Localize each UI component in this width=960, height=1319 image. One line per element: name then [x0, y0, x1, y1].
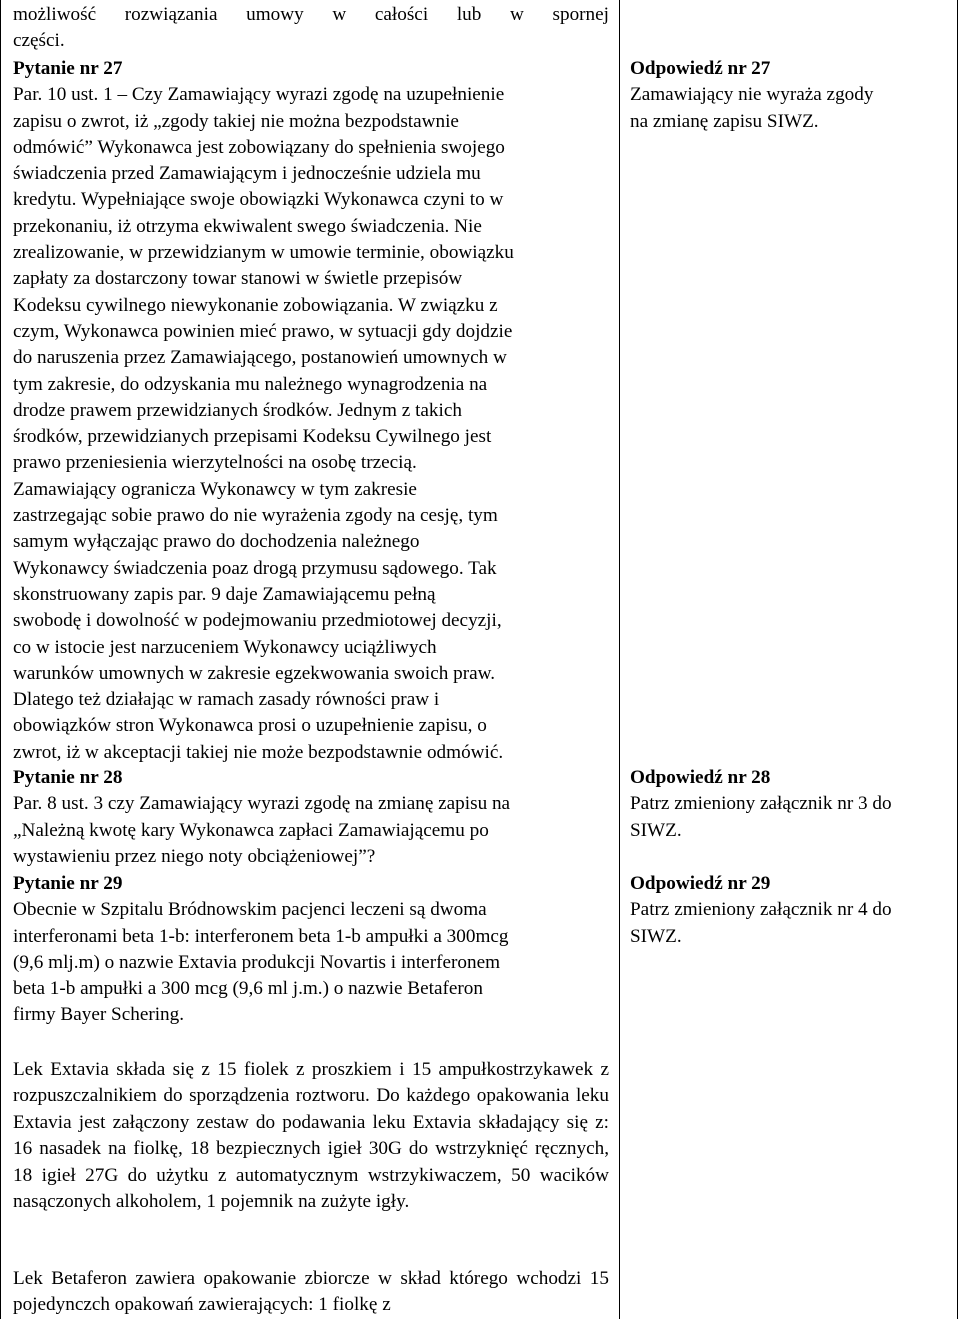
question-27-line: swobodę i dowolność w podejmowaniu przedmiotowej decyzji, — [13, 610, 502, 632]
question-27-line: czym, Wykonawca powinien mieć prawo, w sytuacji gdy dojdzie — [13, 320, 513, 342]
question-27-line: przekonaniu, iż otrzyma ekwiwalent swego świadczenia. Nie — [13, 215, 482, 237]
answer-27 — [630, 56, 950, 135]
question-28-heading: Pytanie nr 28 — [13, 767, 123, 788]
answer-28-heading: Odpowiedź nr 28 — [630, 767, 771, 788]
question-27-line: skonstruowany zapis par. 9 daje Zamawiającemu pełną — [13, 583, 436, 605]
question-27-line: środków, przewidzianych przepisami Kodeksu Cywilnego jest — [13, 426, 492, 448]
question-29-line-2: interferonami beta 1-b: interferonem beta 1-b ampułki a 300mcg — [13, 925, 509, 947]
intro-line-1: możliwość rozwiązania umowy w całości lub w spornej — [13, 4, 609, 25]
question-27-line: warunków umownych w zakresie egzekwowania swoich praw. — [13, 662, 496, 684]
question-29-line-4: beta 1-b ampułki a 300 mcg (9,6 ml j.m.) o nazwie Betaferon — [13, 978, 483, 1000]
question-27-line: do naruszenia przez Zamawiającego, postanowień umownych w — [13, 347, 507, 369]
question-27 — [13, 56, 609, 766]
question-27-line: zapłaty za dostarczony towar stanowi w świetle przepisów — [13, 268, 463, 290]
question-27-line: świadczenia przed Zamawiającym i jednocześnie udziela mu — [13, 163, 481, 185]
question-27-line: zapisu o zwrot, iż „zgody takiej nie można bezpodstawnie — [13, 110, 459, 132]
answer-27-line-1: Zamawiający nie wyraża zgody — [630, 84, 874, 106]
answer-28 — [630, 765, 950, 844]
question-28 — [13, 765, 609, 870]
question-29-extavia-paragraph: Lek Extavia składa się z 15 fiolek z proszkiem i 15 ampułkostrzykawek z rozpuszczalnikiem do sporządzenia roztworu. Do każdego opakowania leku Extavia jest załączony zestaw do podawania leku Extavia składający się z: 16 nasadek na fiolkę, 18 bezpiecznych igieł 30G do wstrzyknięć ręcznych, 18 igieł 27G do użytku z automatycznym wstrzykiwaczem, 50 wacików nasączonych alkoholem, 1 pojemnik na zużyte igły. — [13, 1059, 609, 1213]
question-29-line-3: (9,6 mlj.m) o nazwie Extavia produkcji Novartis i interferonem — [13, 951, 501, 973]
question-27-line: zwrot, iż w akceptacji takiej nie może bezpodstawnie odmówić. — [13, 741, 504, 763]
answer-29-line-2: SIWZ. — [630, 925, 682, 947]
question-27-line: co w istocie jest narzuceniem Wykonawcy uciążliwych — [13, 636, 437, 658]
answer-28-line-1: Patrz zmieniony załącznik nr 3 do — [630, 793, 892, 815]
question-27-line: zastrzegając sobie prawo do nie wyrażenia zgody na cesję, tym — [13, 505, 498, 527]
question-27-line: samym wyłączając prawo do dochodzenia należnego — [13, 531, 420, 553]
question-27-line: Kodeksu cywilnego niewykonanie zobowiązania. W związku z — [13, 294, 498, 316]
question-27-heading: Pytanie nr 27 — [13, 58, 123, 79]
intro-line-2: części. — [13, 30, 65, 52]
question-27-line: tym zakresie, do odzyskania mu należnego wynagrodzenia na — [13, 373, 488, 395]
question-29-line-5: firmy Bayer Schering. — [13, 1004, 185, 1026]
question-27-line: kredytu. Wypełniające swoje obowiązki Wykonawca czyni to w — [13, 189, 504, 211]
answer-29-line-1: Patrz zmieniony załącznik nr 4 do — [630, 899, 892, 921]
answer-29-heading: Odpowiedź nr 29 — [630, 873, 771, 894]
question-29 — [13, 871, 609, 1029]
answer-28-line-2: SIWZ. — [630, 819, 682, 841]
answer-27-line-2: na zmianę zapisu SIWZ. — [630, 110, 819, 132]
question-27-line: obowiązków stron Wykonawca prosi o uzupełnienie zapisu, o — [13, 715, 487, 737]
question-27-line: Wykonawcy świadczenia poaz drogą przymusu sądowego. Tak — [13, 557, 497, 579]
question-27-line: Dlatego też działając w ramach zasady równości praw i — [13, 689, 440, 711]
question-27-line: Zamawiający ogranicza Wykonawcy w tym zakresie — [13, 478, 417, 500]
answer-27-heading: Odpowiedź nr 27 — [630, 58, 771, 79]
question-27-body — [13, 82, 609, 766]
question-29-heading: Pytanie nr 29 — [13, 873, 123, 894]
question-28-line-2: „Należną kwotę kary Wykonawca zapłaci Zamawiającemu po — [13, 819, 489, 841]
answer-29 — [630, 871, 950, 950]
question-27-line: zrealizowanie, w przewidzianym w umowie terminie, obowiązku — [13, 242, 514, 264]
question-27-line: Par. 10 ust. 1 – Czy Zamawiający wyrazi zgodę na uzupełnienie — [13, 84, 505, 106]
intro-text — [13, 2, 609, 55]
question-28-line-3: wystawieniu przez niego noty obciążeniowej”? — [13, 845, 376, 867]
question-27-line: drodze prawem przewidzianych środków. Jednym z takich — [13, 399, 462, 421]
column-divider — [619, 0, 620, 1319]
question-29-line-1: Obecnie w Szpitalu Bródnowskim pacjenci leczeni są dwoma — [13, 899, 487, 921]
question-27-line: odmówić” Wykonawca jest zobowiązany do spełnienia swojego — [13, 136, 505, 158]
question-29-betaferon-paragraph: Lek Betaferon zawiera opakowanie zbiorcze w skład którego wchodzi 15 pojedynczch opakowań zawierających: 1 fiolkę z — [13, 1268, 609, 1316]
question-27-line: prawo przeniesienia wierzytelności na osobę trzecią. — [13, 452, 417, 474]
question-28-line-1: Par. 8 ust. 3 czy Zamawiający wyrazi zgodę na zmianę zapisu na — [13, 793, 511, 815]
